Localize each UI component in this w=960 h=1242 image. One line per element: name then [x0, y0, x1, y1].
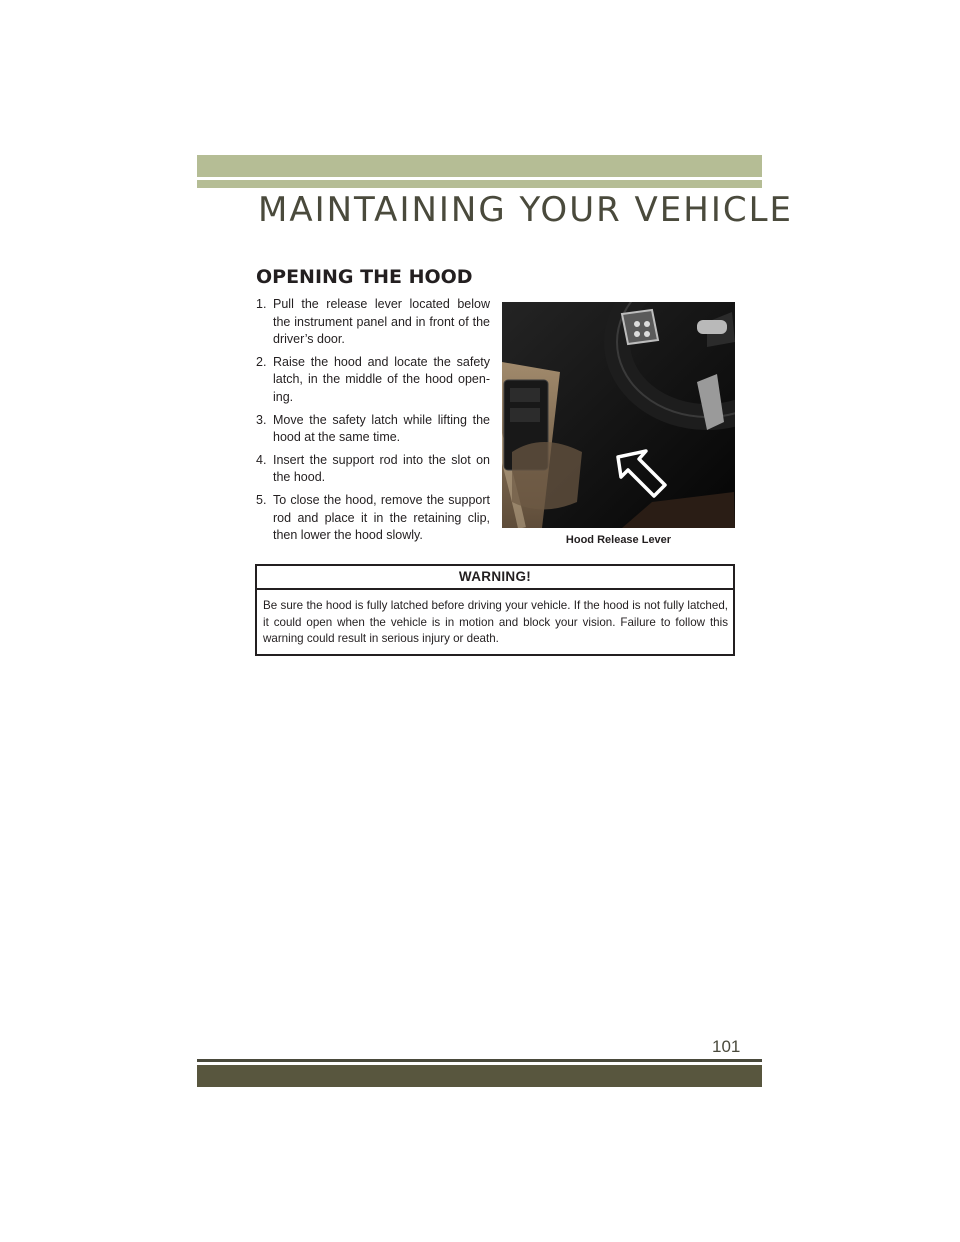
header-band — [197, 155, 762, 177]
step-number: 1. — [256, 297, 267, 311]
step-item — [256, 296, 490, 349]
step-number: 2. — [256, 354, 267, 369]
step-text: To close the hood, remove the support rod and place it in the retaining clip, then lower the hood slowly. — [273, 492, 490, 543]
step-item — [256, 452, 490, 487]
footer-rule — [197, 1059, 762, 1062]
step-number: 3. — [256, 412, 267, 427]
hood-release-photo — [502, 302, 735, 528]
warning-text: Be sure the hood is fully latched before driving your vehicle. If the hood is not fully latched, it could open when the vehicle is in motion and block your vision. Failure to follow this warning could result in serious injury or death. — [263, 599, 728, 645]
footer-band — [197, 1065, 762, 1087]
step-text: Move the safety latch while lifting the hood at the same time. — [273, 412, 490, 445]
step-number: 4. — [256, 452, 267, 467]
step-item — [256, 354, 490, 407]
page-number: 101 — [712, 1037, 741, 1056]
warning-box — [255, 564, 735, 656]
instruction-steps — [256, 296, 490, 550]
step-text: Insert the support rod into the slot on the hood. — [273, 452, 490, 485]
step-number: 5. — [256, 492, 267, 507]
step-text: Raise the hood and locate the safety latch, in the middle of the hood open-ing. — [273, 354, 490, 404]
step-item — [256, 412, 490, 447]
photo-caption: Hood Release Lever — [565, 534, 672, 546]
step-item — [256, 492, 490, 545]
section-title: MAINTAINING YOUR VEHICLE — [258, 190, 794, 230]
page-heading: OPENING THE HOOD — [256, 266, 473, 288]
step-text: Pull the release lever located below the instrument panel and in front of the driver’s door. — [273, 297, 490, 347]
header-rule — [197, 180, 762, 188]
warning-title: WARNING! — [257, 566, 733, 590]
